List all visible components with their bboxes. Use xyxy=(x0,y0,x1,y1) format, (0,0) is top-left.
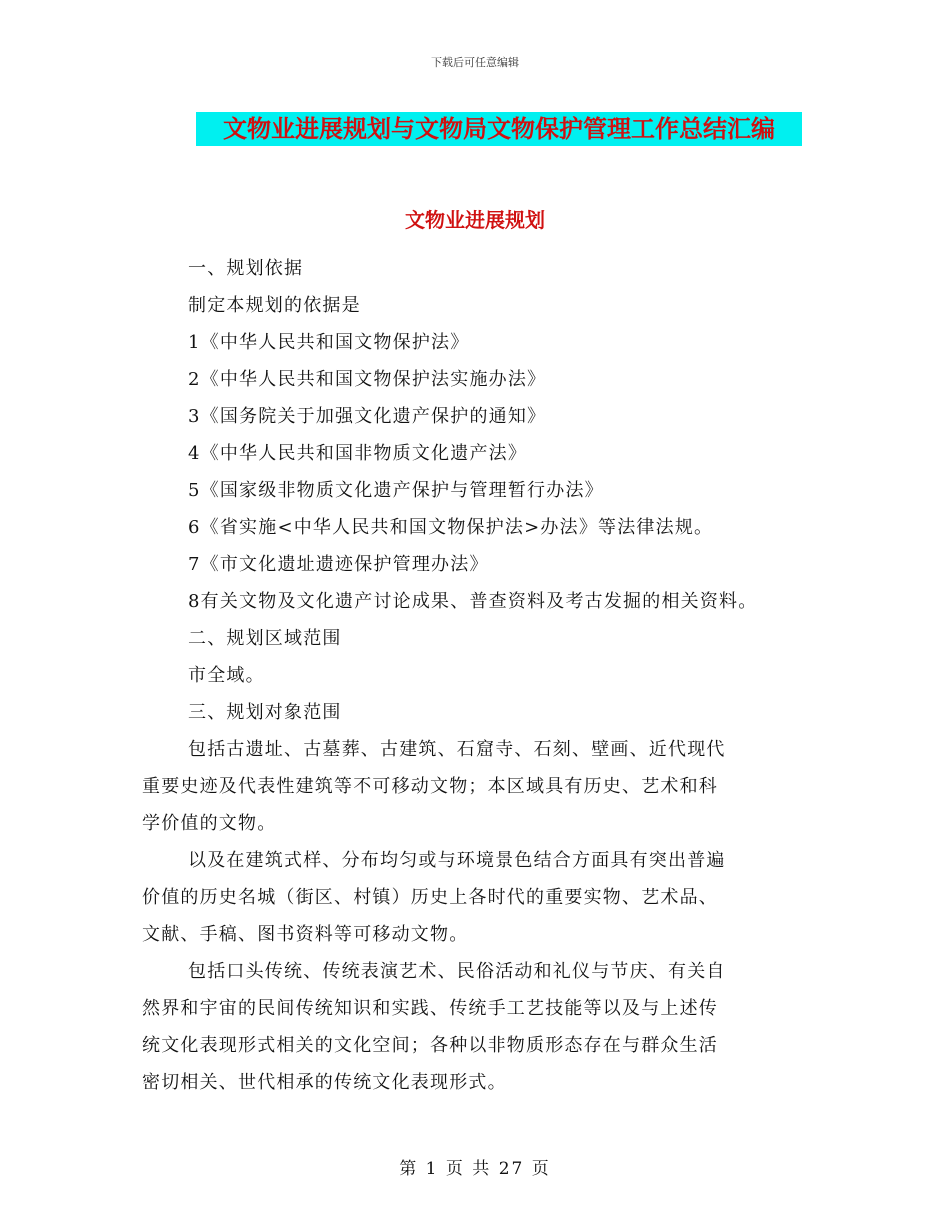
page-number: 第 1 页 共 27 页 xyxy=(399,1159,551,1179)
list-item: 6《省实施<中华人民共和国文物保护法>办法》等法律法规。 xyxy=(188,517,714,538)
paragraph-line: 然界和宇宙的民间传统知识和实践、传统手工艺技能等以及与上述传 xyxy=(142,998,718,1019)
document-title: 文物业进展规划与文物局文物保护管理工作总结汇编 xyxy=(223,114,775,143)
section-title: 文物业进展规划 xyxy=(405,208,545,232)
paragraph-line: 包括口头传统、传统表演艺术、民俗活动和礼仪与节庆、有关自 xyxy=(188,961,726,982)
list-item: 2《中华人民共和国文物保护法实施办法》 xyxy=(188,369,547,390)
list-item: 4《中华人民共和国非物质文化遗产法》 xyxy=(188,443,528,464)
paragraph-line: 学价值的文物。 xyxy=(142,813,277,834)
list-item: 8有关文物及文化遗产讨论成果、普查资料及考古发掘的相关资料。 xyxy=(188,591,758,612)
document-title-banner xyxy=(196,112,802,146)
list-item: 5《国家级非物质文化遗产保护与管理暂行办法》 xyxy=(188,480,604,501)
list-item: 7《市文化遗址遗迹保护管理办法》 xyxy=(188,554,489,575)
text-line: 市全域。 xyxy=(188,665,265,686)
list-item: 3《国务院关于加强文化遗产保护的通知》 xyxy=(188,406,547,427)
heading-basis: 一、规划依据 xyxy=(188,258,304,279)
text-line: 制定本规划的依据是 xyxy=(188,295,361,316)
heading-objects: 三、规划对象范围 xyxy=(188,702,342,723)
paragraph-line: 价值的历史名城（街区、村镇）历史上各时代的重要实物、艺术品、 xyxy=(142,887,718,908)
paragraph-line: 文献、手稿、图书资料等可移动文物。 xyxy=(142,924,469,945)
paragraph-line: 以及在建筑式样、分布均匀或与环境景色结合方面具有突出普遍 xyxy=(188,850,726,871)
paragraph-line: 重要史迹及代表性建筑等不可移动文物；本区域具有历史、艺术和科 xyxy=(142,776,718,797)
header-note: 下载后可任意编辑 xyxy=(431,56,519,69)
paragraph-line: 密切相关、世代相承的传统文化表现形式。 xyxy=(142,1072,507,1093)
paragraph-line: 包括古遗址、古墓葬、古建筑、石窟寺、石刻、壁画、近代现代 xyxy=(188,739,726,760)
document-body xyxy=(142,250,822,1101)
heading-scope: 二、规划区域范围 xyxy=(188,628,342,649)
paragraph-line: 统文化表现形式相关的文化空间；各种以非物质形态存在与群众生活 xyxy=(142,1035,718,1056)
list-item: 1《中华人民共和国文物保护法》 xyxy=(188,332,470,353)
